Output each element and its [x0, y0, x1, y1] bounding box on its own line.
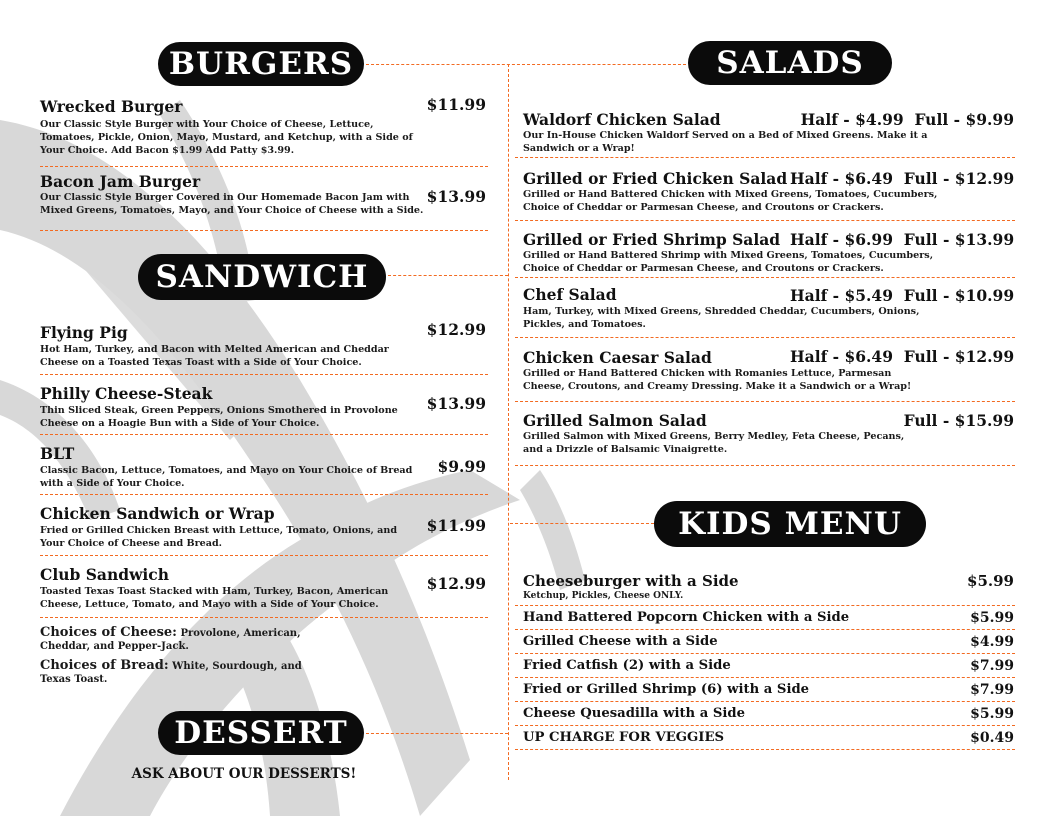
salad-item-description: Ham, Turkey, with Mixed Greens, Shredded Cheddar, Cucumbers, Onions, Pickles, and Tomatoes. [523, 306, 920, 330]
bread-choices-text: White, Sourdough, and Texas Toast. [40, 661, 302, 685]
salad-item-price: Full - $15.99 [903, 411, 1014, 430]
divider [366, 64, 686, 65]
menu-item-name: Bacon Jam Burger [40, 172, 201, 191]
kids-item-price: $5.99 [967, 572, 1014, 590]
menu-item-price: $9.99 [437, 457, 486, 476]
kids-item-name: Fried or Grilled Shrimp (6) with a Side [523, 682, 810, 697]
divider [515, 605, 1015, 606]
divider [40, 555, 488, 556]
kids-item-name: Cheese Quesadilla with a Side [523, 706, 746, 721]
menu-item-price: $13.99 [426, 187, 486, 206]
salad-item-name: Grilled or Fried Shrimp Salad [523, 230, 781, 249]
divider [40, 434, 488, 435]
divider [40, 166, 488, 167]
divider [388, 275, 508, 276]
divider [40, 374, 488, 375]
salad-item-price: Half - $5.49 Full - $10.99 [790, 286, 1015, 305]
divider [510, 523, 654, 524]
menu-item-addon-text: Add Bacon $1.99 Add Patty $3.99. [111, 145, 295, 156]
kids-item-price: $7.99 [970, 682, 1014, 698]
salad-item-price: Half - $6.49 Full - $12.99 [790, 347, 1015, 366]
salad-item-description: Grilled or Hand Battered Chicken with Romanies Lettuce, Parmesan Cheese, Croutons, and Creamy Dressing. Make it a Sandwich or a Wrap! [523, 368, 912, 392]
sandwich-header-label: SANDWICH [155, 259, 369, 295]
salad-item-price: Half - $6.99 Full - $13.99 [790, 230, 1015, 249]
divider [515, 749, 1015, 750]
menu-item-price: $11.99 [426, 516, 486, 535]
kids-menu-header-label: KIDS MENU [678, 506, 902, 542]
menu-item-price: $12.99 [426, 574, 486, 593]
menu-item-description-text: Our Classic Style Burger with Your Choice of Cheese, Lettuce, Tomatoes, Pickle, Onion, Mayo, Mustard, and Ketchup, with a Side of Your Choice. [40, 119, 413, 156]
kids-item-description: Ketchup, Pickles, Cheese ONLY. [523, 591, 684, 601]
menu-item-price: $13.99 [426, 394, 486, 413]
kids-item-name: Fried Catfish (2) with a Side [523, 658, 731, 673]
divider [40, 230, 488, 231]
kids-item-name: Cheeseburger with a Side [523, 572, 739, 590]
divider [515, 401, 1015, 402]
menu-item-description: Toasted Texas Toast Stacked with Ham, Turkey, Bacon, American Cheese, Lettuce, Tomato, and Mayo with a Side of Your Choice. [40, 586, 389, 610]
bread-choices [40, 659, 310, 686]
bread-choices-label: Choices of Bread: [40, 658, 169, 673]
salad-item-description: Our In-House Chicken Waldorf Served on a Bed of Mixed Greens. Make it a Sandwich or a Wrap! [523, 130, 928, 154]
divider [515, 653, 1015, 654]
kids-item-name: UP CHARGE FOR VEGGIES [523, 730, 725, 745]
menu-item-description: Hot Ham, Turkey, and Bacon with Melted American and Cheddar Cheese on a Toasted Texas Toast with a Side of Your Choice. [40, 344, 389, 368]
menu-item-name: Flying Pig [40, 323, 128, 342]
divider [366, 733, 508, 734]
salad-item-description: Grilled or Hand Battered Shrimp with Mixed Greens, Tomatoes, Cucumbers, Choice of Cheddar or Parmesan Cheese, and Croutons or Crackers. [523, 250, 934, 274]
kids-item-price: $4.99 [970, 634, 1014, 650]
divider [515, 337, 1015, 338]
menu-item-price: $11.99 [426, 95, 486, 114]
menu-item-name: Wrecked Burger [40, 97, 183, 116]
menu-item-description [40, 118, 425, 157]
kids-item-price: $7.99 [970, 658, 1014, 674]
burgers-header-label: BURGERS [168, 46, 354, 82]
salad-item-price: Half - $6.49 Full - $12.99 [790, 169, 1015, 188]
cheese-choices-text: Provolone, American, Cheddar, and Pepper-Jack. [40, 628, 301, 652]
kids-menu-header [654, 501, 926, 547]
divider [515, 629, 1015, 630]
sandwich-header [138, 254, 386, 300]
salad-item-description: Grilled Salmon with Mixed Greens, Berry Medley, Feta Cheese, Pecans, and a Drizzle of Balsamic Vinaigrette. [523, 431, 905, 455]
divider [515, 677, 1015, 678]
kids-item-price: $5.99 [970, 706, 1014, 722]
menu-item-price: $12.99 [426, 320, 486, 339]
dessert-note: ASK ABOUT OUR DESSERTS! [131, 766, 357, 782]
kids-item-price: $0.49 [970, 730, 1014, 746]
divider [515, 277, 1015, 278]
salads-header [688, 41, 892, 85]
salad-item-name: Waldorf Chicken Salad [523, 110, 721, 129]
menu-item-description: Classic Bacon, Lettuce, Tomatoes, and Mayo on Your Choice of Bread with a Side of Your Choice. [40, 465, 413, 489]
divider [40, 494, 488, 495]
divider [40, 617, 488, 618]
menu-item-description: Our Classic Style Burger Covered in Our Homemade Bacon Jam with Mixed Greens, Tomatoes, Mayo, and Your Choice of Cheese with a Side. [40, 192, 424, 216]
salad-item-price: Half - $4.99 Full - $9.99 [800, 110, 1014, 129]
dessert-header [158, 711, 364, 755]
divider [515, 465, 1015, 466]
salad-item-name: Grilled or Fried Chicken Salad [523, 169, 788, 188]
divider [515, 220, 1015, 221]
cheese-choices-label: Choices of Cheese: [40, 625, 177, 640]
menu-item-description: Thin Sliced Steak, Green Peppers, Onions Smothered in Provolone Cheese on a Hoagie Bun with a Side of Your Choice. [40, 405, 398, 429]
menu-item-name: BLT [40, 444, 75, 463]
kids-item-name: Hand Battered Popcorn Chicken with a Side [523, 610, 850, 625]
menu-item-name: Club Sandwich [40, 565, 170, 584]
menu-item-name: Chicken Sandwich or Wrap [40, 504, 275, 523]
divider [515, 157, 1015, 158]
divider [515, 725, 1015, 726]
kids-item-price: $5.99 [970, 610, 1014, 626]
kids-item-name: Grilled Cheese with a Side [523, 634, 718, 649]
salad-item-description: Grilled or Hand Battered Chicken with Mixed Greens, Tomatoes, Cucumbers, Choice of Cheddar or Parmesan Cheese, and Croutons or Crackers. [523, 189, 938, 213]
cheese-choices [40, 626, 310, 653]
column-divider [508, 64, 509, 780]
dessert-header-label: DESSERT [174, 715, 348, 751]
divider [515, 701, 1015, 702]
menu-item-name: Philly Cheese-Steak [40, 384, 213, 403]
salad-item-name: Chef Salad [523, 285, 617, 304]
salads-header-label: SALADS [716, 45, 864, 81]
burgers-header [158, 42, 364, 86]
salad-item-name: Chicken Caesar Salad [523, 348, 712, 367]
menu-item-description: Fried or Grilled Chicken Breast with Lettuce, Tomato, Onions, and Your Choice of Cheese and Bread. [40, 525, 398, 549]
salad-item-name: Grilled Salmon Salad [523, 411, 707, 430]
